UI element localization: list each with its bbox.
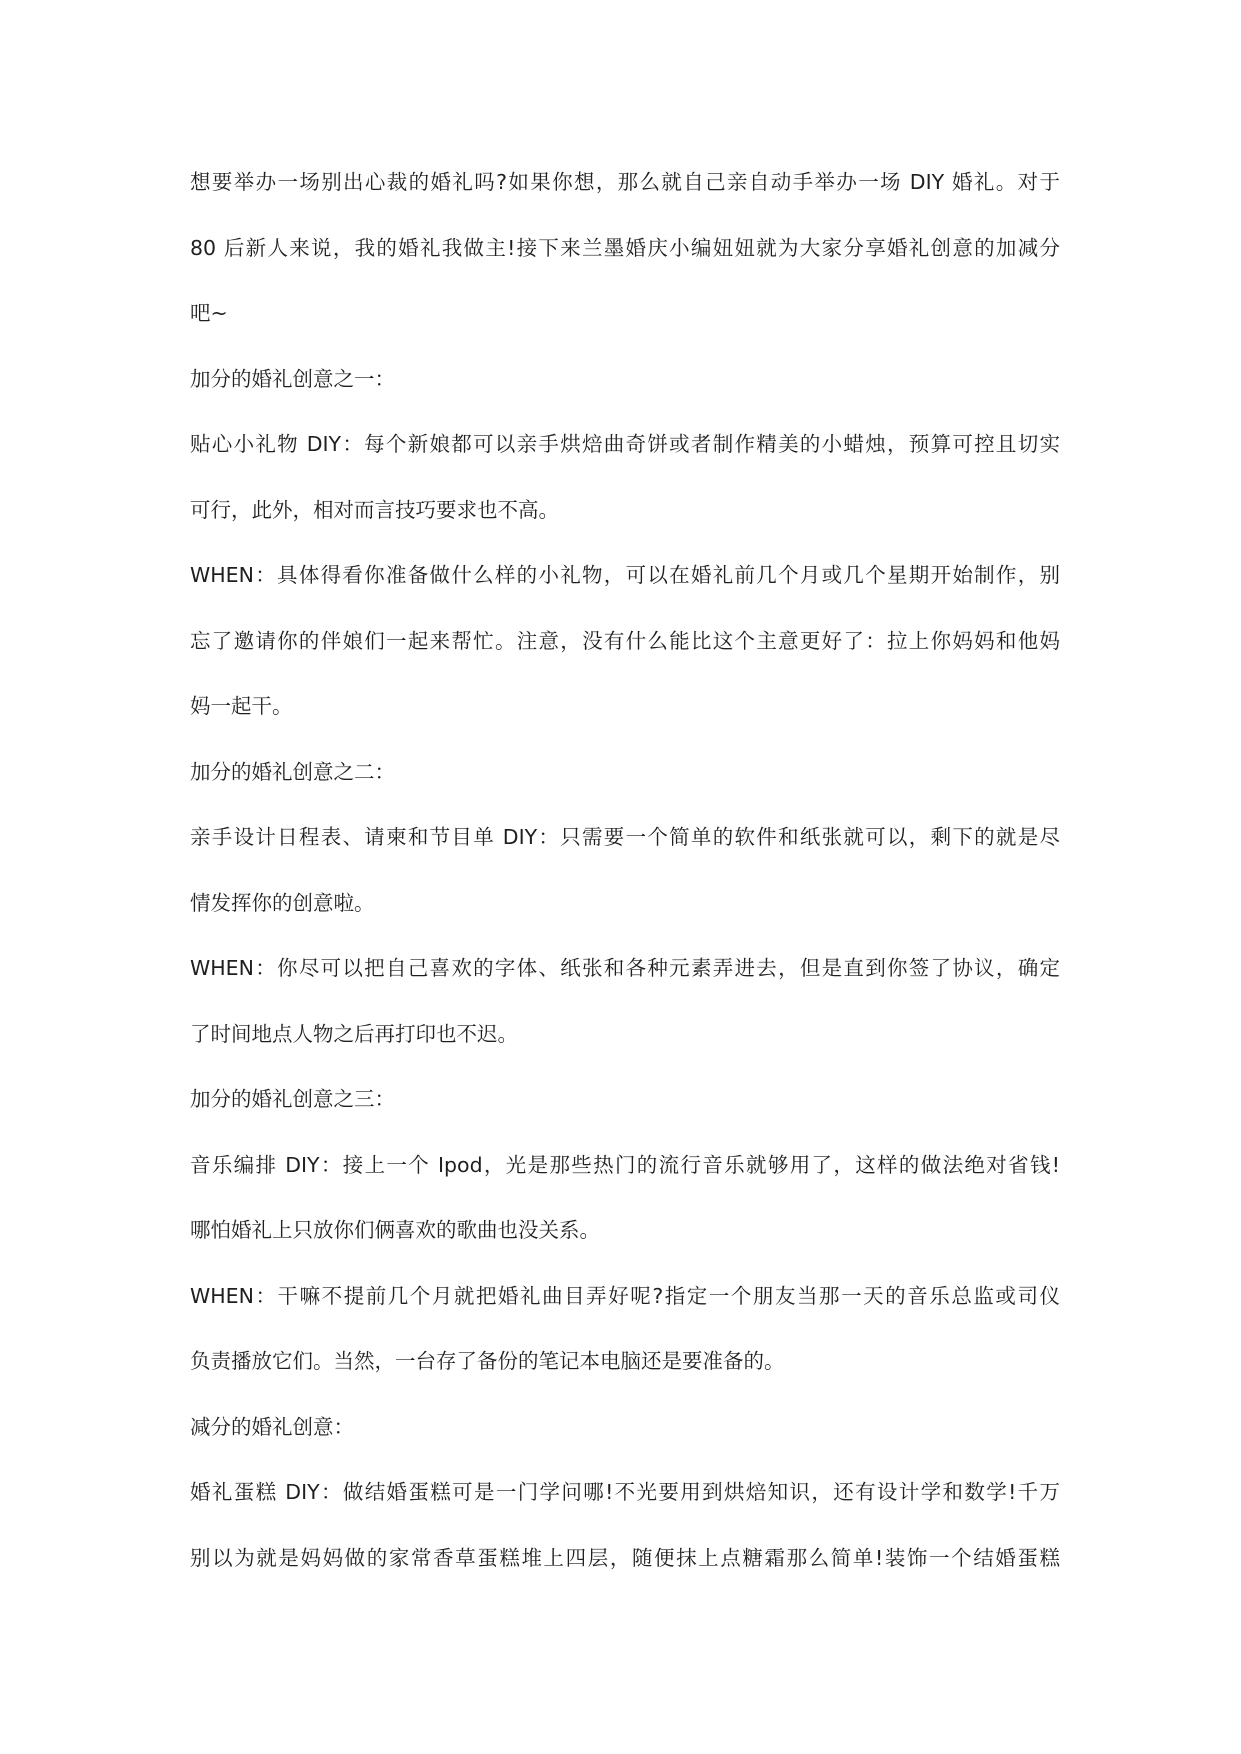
intro-line-3: 吧~ [190, 301, 228, 325]
document-body [190, 162, 1060, 1603]
section-3-line-1: 音乐编排 DIY：接上一个 Ipod，光是那些热门的流行音乐就够用了，这样的做法绝对省钱! [190, 1152, 1060, 1177]
section-heading-1: 加分的婚礼创意之一： [190, 366, 395, 391]
section-1-line-2: 可行，此外，相对而言技巧要求也不高。 [190, 497, 559, 522]
section-heading-2: 加分的婚礼创意之二： [190, 759, 395, 784]
intro-line-2: 80 后新人来说，我的婚礼我做主!接下来兰墨婚庆小编妞妞就为大家分享婚礼创意的加减分 [190, 235, 1060, 260]
section-3-when-line-1: WHEN：干嘛不提前几个月就把婚礼曲目弄好呢?指定一个朋友当那一天的音乐总监或司仪 [190, 1283, 1060, 1308]
section-1-when-line-2: 忘了邀请你的伴娘们一起来帮忙。注意，没有什么能比这个主意更好了：拉上你妈妈和他妈 [190, 628, 1060, 653]
intro-line-1: 想要举办一场别出心裁的婚礼吗?如果你想，那么就自己亲自动手举办一场 DIY 婚礼。对于 [190, 170, 1060, 194]
section-2-when-line-2: 了时间地点人物之后再打印也不迟。 [190, 1021, 518, 1046]
section-minus-line-2: 别以为就是妈妈做的家常香草蛋糕堆上四层，随便抹上点糖霜那么简单!装饰一个结婚蛋糕 [190, 1545, 1060, 1570]
section-1-when-line-3: 妈一起干。 [190, 694, 293, 718]
section-minus-line-1: 婚礼蛋糕 DIY：做结婚蛋糕可是一门学问哪!不光要用到烘焙知识，还有设计学和数学!千万 [190, 1480, 1060, 1504]
section-3-line-2: 哪怕婚礼上只放你们俩喜欢的歌曲也没关系。 [190, 1218, 600, 1242]
section-2-when-line-1: WHEN：你尽可以把自己喜欢的字体、纸张和各种元素弄进去，但是直到你签了协议，确定 [190, 956, 1060, 980]
section-2-line-2: 情发挥你的创意啦。 [190, 890, 375, 915]
section-3-when-line-2: 负责播放它们。当然，一台存了备份的笔记本电脑还是要准备的。 [190, 1349, 785, 1373]
section-1-line-1: 贴心小礼物 DIY：每个新娘都可以亲手烘焙曲奇饼或者制作精美的小蜡烛，预算可控且切实 [190, 432, 1060, 456]
section-1-when-line-1: WHEN：具体得看你准备做什么样的小礼物，可以在婚礼前几个月或几个星期开始制作，别 [190, 563, 1060, 587]
section-heading-3: 加分的婚礼创意之三： [190, 1087, 395, 1111]
section-2-line-1: 亲手设计日程表、请柬和节目单 DIY：只需要一个简单的软件和纸张就可以，剩下的就是尽 [190, 825, 1060, 849]
section-heading-minus: 减分的婚礼创意： [190, 1414, 354, 1439]
